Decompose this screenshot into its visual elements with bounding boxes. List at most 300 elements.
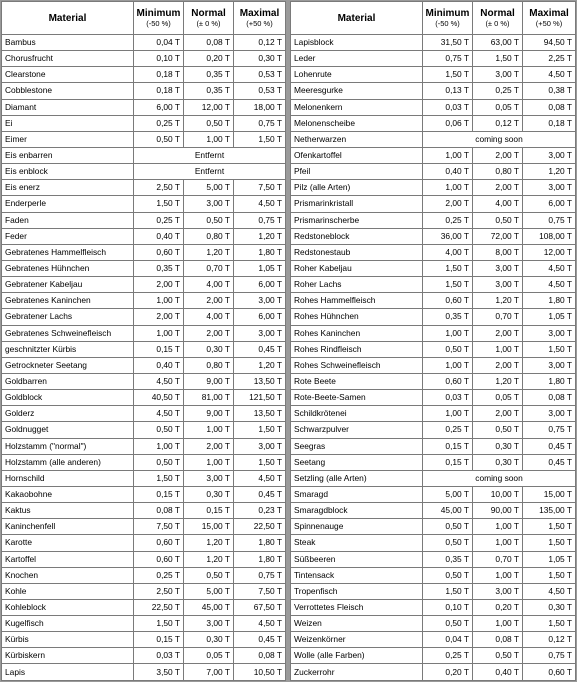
material-name: Goldbarren <box>2 373 134 389</box>
normal-value: 63,00 T <box>473 35 523 51</box>
material-name: Redstoneblock <box>291 228 423 244</box>
min-value: 22,50 T <box>134 599 184 615</box>
material-name: Tintensack <box>291 567 423 583</box>
min-value: 0,60 T <box>423 293 473 309</box>
max-value: 6,00 T <box>523 196 576 212</box>
material-name: Enderperle <box>2 196 134 212</box>
table-row <box>2 648 286 664</box>
max-value: 1,80 T <box>234 244 286 260</box>
table-row <box>291 180 576 196</box>
normal-value: 1,00 T <box>184 131 234 147</box>
min-value: 0,40 T <box>134 357 184 373</box>
table-row <box>2 196 286 212</box>
material-name: Ofenkartoffel <box>291 147 423 163</box>
material-name: Roher Lachs <box>291 277 423 293</box>
table-row <box>291 67 576 83</box>
table-row <box>291 277 576 293</box>
normal-value: 0,50 T <box>473 212 523 228</box>
min-value: 1,50 T <box>134 470 184 486</box>
min-value: 31,50 T <box>423 35 473 51</box>
max-value: 1,50 T <box>234 454 286 470</box>
material-name: Kartoffel <box>2 551 134 567</box>
min-value: 1,50 T <box>423 583 473 599</box>
normal-value: 0,25 T <box>473 83 523 99</box>
material-name: Kaninchenfell <box>2 519 134 535</box>
normal-value: 1,20 T <box>184 244 234 260</box>
material-name: Tropenfisch <box>291 583 423 599</box>
normal-value: 3,00 T <box>184 470 234 486</box>
max-value: 0,12 T <box>523 632 576 648</box>
normal-value: 0,30 T <box>184 341 234 357</box>
table-row <box>291 228 576 244</box>
material-name: Kürbiskern <box>2 648 134 664</box>
header-material: Material <box>2 2 134 35</box>
max-value: 13,50 T <box>234 373 286 389</box>
table-row <box>2 212 286 228</box>
table-row <box>2 438 286 454</box>
max-value: 7,50 T <box>234 180 286 196</box>
material-name: Rote Beete <box>291 373 423 389</box>
material-name: Faden <box>2 212 134 228</box>
min-value: 2,50 T <box>134 180 184 196</box>
normal-value: 3,00 T <box>184 196 234 212</box>
material-name: Gebratenes Hühnchen <box>2 260 134 276</box>
max-value: 15,00 T <box>523 486 576 502</box>
table-row <box>2 486 286 502</box>
min-value: 0,15 T <box>423 438 473 454</box>
min-value: 0,50 T <box>423 519 473 535</box>
table-row <box>291 648 576 664</box>
material-name: Rohes Hammelfleisch <box>291 293 423 309</box>
material-name: Leder <box>291 51 423 67</box>
max-value: 0,60 T <box>523 664 576 681</box>
normal-value: 0,35 T <box>184 67 234 83</box>
table-row <box>2 519 286 535</box>
price-table-right <box>290 1 576 681</box>
min-value: 0,60 T <box>423 373 473 389</box>
normal-value: 3,00 T <box>473 583 523 599</box>
table-row <box>291 438 576 454</box>
max-value: 3,00 T <box>234 438 286 454</box>
min-value: 6,00 T <box>134 99 184 115</box>
material-name: Melonenscheibe <box>291 115 423 131</box>
max-value: 0,75 T <box>523 422 576 438</box>
min-value: 0,50 T <box>423 341 473 357</box>
min-value: 0,25 T <box>134 212 184 228</box>
material-name: Schildkrötenei <box>291 406 423 422</box>
normal-value: 2,00 T <box>473 180 523 196</box>
table-row <box>291 406 576 422</box>
min-value: 0,25 T <box>134 567 184 583</box>
min-value: 0,15 T <box>134 632 184 648</box>
max-value: 94,50 T <box>523 35 576 51</box>
material-name: Prismarinkristall <box>291 196 423 212</box>
material-name: Eis enerz <box>2 180 134 196</box>
min-value: 4,50 T <box>134 373 184 389</box>
header-minimum: Minimum (-50 %) <box>423 2 473 35</box>
table-row <box>2 632 286 648</box>
table-row <box>291 390 576 406</box>
max-value: 121,50 T <box>234 390 286 406</box>
table-row <box>291 664 576 681</box>
max-value: 4,50 T <box>234 470 286 486</box>
table-row <box>291 293 576 309</box>
table-row <box>2 164 286 180</box>
material-name: Cobblestone <box>2 83 134 99</box>
max-value: 18,00 T <box>234 99 286 115</box>
max-value: 7,50 T <box>234 583 286 599</box>
max-value: 1,05 T <box>523 551 576 567</box>
min-value: 0,04 T <box>134 35 184 51</box>
normal-value: 1,20 T <box>473 373 523 389</box>
material-name: Melonenkern <box>291 99 423 115</box>
normal-value: 3,00 T <box>473 260 523 276</box>
material-name: Kakaobohne <box>2 486 134 502</box>
normal-value: 0,08 T <box>184 35 234 51</box>
max-value: 0,08 T <box>523 390 576 406</box>
min-value: 0,50 T <box>134 454 184 470</box>
max-value: 1,20 T <box>234 357 286 373</box>
table-row <box>291 599 576 615</box>
max-value: 3,00 T <box>234 325 286 341</box>
table-row <box>2 228 286 244</box>
table-row <box>291 147 576 163</box>
table-row <box>2 180 286 196</box>
table-row <box>2 341 286 357</box>
max-value: 0,45 T <box>234 486 286 502</box>
table-row <box>2 35 286 51</box>
table-row <box>2 567 286 583</box>
min-value: 1,00 T <box>134 293 184 309</box>
normal-value: 1,00 T <box>184 454 234 470</box>
table-row <box>291 260 576 276</box>
table-row <box>291 212 576 228</box>
material-name: Lapis <box>2 664 134 681</box>
table-row <box>2 422 286 438</box>
material-name: Getrockneter Seetang <box>2 357 134 373</box>
material-name: Smaragd <box>291 486 423 502</box>
material-name: Eis enblock <box>2 164 134 180</box>
header-maximal-sub: (+50 %) <box>246 18 273 28</box>
min-value: 0,10 T <box>423 599 473 615</box>
table-row <box>291 131 576 147</box>
max-value: 1,50 T <box>234 131 286 147</box>
min-value: 1,00 T <box>134 325 184 341</box>
header-maximal: Maximal (+50 %) <box>234 2 286 35</box>
header-normal: Normal (± 0 %) <box>184 2 234 35</box>
min-value: 0,60 T <box>134 244 184 260</box>
material-name: Redstonestaub <box>291 244 423 260</box>
max-value: 0,45 T <box>523 438 576 454</box>
table-row <box>291 486 576 502</box>
normal-value: 0,50 T <box>184 567 234 583</box>
table-row <box>2 51 286 67</box>
max-value: 3,00 T <box>523 325 576 341</box>
normal-value: 1,00 T <box>184 422 234 438</box>
header-minimum-sub: (-50 %) <box>435 18 460 28</box>
max-value: 0,75 T <box>234 567 286 583</box>
material-name: Lohenrute <box>291 67 423 83</box>
min-value: 1,50 T <box>423 277 473 293</box>
normal-value: 10,00 T <box>473 486 523 502</box>
normal-value: 1,00 T <box>473 535 523 551</box>
max-value: 0,75 T <box>523 212 576 228</box>
min-value: 0,08 T <box>134 503 184 519</box>
normal-value: 0,20 T <box>184 51 234 67</box>
normal-value: 0,50 T <box>184 115 234 131</box>
table-row <box>291 35 576 51</box>
price-table-left <box>1 1 286 681</box>
material-name: Rohes Rindfleisch <box>291 341 423 357</box>
max-value: 3,00 T <box>234 293 286 309</box>
material-name: Spinnenauge <box>291 519 423 535</box>
min-value: 0,18 T <box>134 67 184 83</box>
material-name: Pilz (alle Arten) <box>291 180 423 196</box>
max-value: 2,25 T <box>523 51 576 67</box>
material-name: Netherwarzen <box>291 131 423 147</box>
material-name: Lapisblock <box>291 35 423 51</box>
min-value: 40,50 T <box>134 390 184 406</box>
normal-value: 1,20 T <box>184 535 234 551</box>
table-row <box>2 616 286 632</box>
table-row <box>291 454 576 470</box>
material-name: Gebratenes Hammelfleisch <box>2 244 134 260</box>
min-value: 0,20 T <box>423 664 473 681</box>
min-value: 0,06 T <box>423 115 473 131</box>
header-normal: Normal (± 0 %) <box>473 2 523 35</box>
material-name: Kohleblock <box>2 599 134 615</box>
min-value: 4,00 T <box>423 244 473 260</box>
max-value: 4,50 T <box>234 616 286 632</box>
max-value: 1,50 T <box>523 341 576 357</box>
max-value: 0,75 T <box>523 648 576 664</box>
min-value: 0,25 T <box>423 212 473 228</box>
table-row <box>2 244 286 260</box>
table-row <box>2 147 286 163</box>
material-name: Weizenkörner <box>291 632 423 648</box>
normal-value: 0,15 T <box>184 503 234 519</box>
table-row <box>291 51 576 67</box>
normal-value: 2,00 T <box>184 293 234 309</box>
normal-value: 0,50 T <box>473 422 523 438</box>
normal-value: 0,08 T <box>473 632 523 648</box>
max-value: 4,50 T <box>234 196 286 212</box>
material-name: Meeresgurke <box>291 83 423 99</box>
max-value: 4,50 T <box>523 260 576 276</box>
max-value: 0,75 T <box>234 115 286 131</box>
table-row <box>2 309 286 325</box>
min-value: 2,00 T <box>134 277 184 293</box>
max-value: 3,00 T <box>523 180 576 196</box>
material-name: Eimer <box>2 131 134 147</box>
max-value: 1,50 T <box>523 567 576 583</box>
material-name: Knochen <box>2 567 134 583</box>
max-value: 3,00 T <box>523 357 576 373</box>
normal-value: 0,05 T <box>473 99 523 115</box>
min-value: 0,15 T <box>423 454 473 470</box>
min-value: 0,50 T <box>423 535 473 551</box>
material-name: Kürbis <box>2 632 134 648</box>
material-name: Gebratenes Kaninchen <box>2 293 134 309</box>
min-value: 0,10 T <box>134 51 184 67</box>
table-row <box>291 325 576 341</box>
normal-value: 0,70 T <box>473 551 523 567</box>
normal-value: 3,00 T <box>473 277 523 293</box>
normal-value: 4,00 T <box>184 309 234 325</box>
min-value: 5,00 T <box>423 486 473 502</box>
min-value: 0,03 T <box>423 99 473 115</box>
min-value: 1,00 T <box>423 357 473 373</box>
table-row <box>291 373 576 389</box>
min-value: 0,15 T <box>134 486 184 502</box>
min-value: 0,50 T <box>423 616 473 632</box>
table-row <box>291 357 576 373</box>
material-name: Feder <box>2 228 134 244</box>
table-row <box>291 535 576 551</box>
table-row <box>291 164 576 180</box>
table-row <box>2 67 286 83</box>
normal-value: 2,00 T <box>473 357 523 373</box>
table-row <box>2 664 286 681</box>
table-row <box>291 309 576 325</box>
min-value: 0,13 T <box>423 83 473 99</box>
normal-value: 72,00 T <box>473 228 523 244</box>
material-name: Steak <box>291 535 423 551</box>
table-row <box>291 341 576 357</box>
table-row <box>2 131 286 147</box>
material-name: Rote-Beete-Samen <box>291 390 423 406</box>
max-value: 4,50 T <box>523 583 576 599</box>
min-value: 0,35 T <box>423 309 473 325</box>
status-note: coming soon <box>423 131 576 147</box>
normal-value: 0,80 T <box>184 357 234 373</box>
min-value: 0,35 T <box>134 260 184 276</box>
normal-value: 0,70 T <box>473 309 523 325</box>
max-value: 0,53 T <box>234 83 286 99</box>
min-value: 2,00 T <box>423 196 473 212</box>
material-name: Gebratener Kabeljau <box>2 277 134 293</box>
table-row <box>2 599 286 615</box>
max-value: 135,00 T <box>523 503 576 519</box>
max-value: 13,50 T <box>234 406 286 422</box>
min-value: 0,50 T <box>134 131 184 147</box>
max-value: 1,05 T <box>523 309 576 325</box>
min-value: 2,00 T <box>134 309 184 325</box>
min-value: 0,03 T <box>423 390 473 406</box>
max-value: 0,18 T <box>523 115 576 131</box>
table-row <box>291 115 576 131</box>
normal-value: 0,50 T <box>473 648 523 664</box>
max-value: 1,80 T <box>234 535 286 551</box>
normal-value: 0,50 T <box>184 212 234 228</box>
material-name: Zuckerrohr <box>291 664 423 681</box>
table-row <box>2 99 286 115</box>
header-row <box>2 2 286 35</box>
material-name: Goldnugget <box>2 422 134 438</box>
material-name: Ei <box>2 115 134 131</box>
header-normal-sub: (± 0 %) <box>485 18 510 28</box>
normal-value: 1,20 T <box>473 293 523 309</box>
status-note: Entfernt <box>134 164 286 180</box>
min-value: 1,50 T <box>423 260 473 276</box>
min-value: 4,50 T <box>134 406 184 422</box>
material-name: Rohes Schweinefleisch <box>291 357 423 373</box>
material-name: Roher Kabeljau <box>291 260 423 276</box>
table-row <box>2 535 286 551</box>
min-value: 1,50 T <box>134 616 184 632</box>
normal-value: 0,05 T <box>473 390 523 406</box>
table-row <box>291 422 576 438</box>
material-name: Kohle <box>2 583 134 599</box>
min-value: 1,00 T <box>423 180 473 196</box>
table-row <box>2 277 286 293</box>
material-name: Rohes Hühnchen <box>291 309 423 325</box>
min-value: 0,50 T <box>423 567 473 583</box>
normal-value: 0,12 T <box>473 115 523 131</box>
material-name: Verrottetes Fleisch <box>291 599 423 615</box>
min-value: 0,25 T <box>134 115 184 131</box>
normal-value: 81,00 T <box>184 390 234 406</box>
max-value: 10,50 T <box>234 664 286 681</box>
max-value: 0,38 T <box>523 83 576 99</box>
max-value: 6,00 T <box>234 277 286 293</box>
header-maximal: Maximal (+50 %) <box>523 2 576 35</box>
normal-value: 2,00 T <box>473 325 523 341</box>
normal-value: 0,35 T <box>184 83 234 99</box>
header-normal-sub: (± 0 %) <box>196 18 221 28</box>
max-value: 6,00 T <box>234 309 286 325</box>
max-value: 1,80 T <box>234 551 286 567</box>
normal-value: 0,30 T <box>184 632 234 648</box>
normal-value: 9,00 T <box>184 406 234 422</box>
normal-value: 0,70 T <box>184 260 234 276</box>
max-value: 1,20 T <box>234 228 286 244</box>
table-row <box>2 406 286 422</box>
min-value: 1,50 T <box>423 67 473 83</box>
min-value: 0,18 T <box>134 83 184 99</box>
normal-value: 0,05 T <box>184 648 234 664</box>
normal-value: 3,00 T <box>184 616 234 632</box>
normal-value: 0,80 T <box>184 228 234 244</box>
table-row <box>2 454 286 470</box>
material-name: Weizen <box>291 616 423 632</box>
normal-value: 8,00 T <box>473 244 523 260</box>
max-value: 0,23 T <box>234 503 286 519</box>
normal-value: 2,00 T <box>184 325 234 341</box>
material-name: Gebratener Lachs <box>2 309 134 325</box>
header-material: Material <box>291 2 423 35</box>
normal-value: 0,20 T <box>473 599 523 615</box>
max-value: 0,75 T <box>234 212 286 228</box>
table-row <box>2 390 286 406</box>
normal-value: 12,00 T <box>184 99 234 115</box>
max-value: 67,50 T <box>234 599 286 615</box>
normal-value: 1,00 T <box>473 567 523 583</box>
material-name: Bambus <box>2 35 134 51</box>
material-name: Chorusfrucht <box>2 51 134 67</box>
normal-value: 0,30 T <box>473 438 523 454</box>
material-name: Schwarzpulver <box>291 422 423 438</box>
material-name: Süßbeeren <box>291 551 423 567</box>
normal-value: 90,00 T <box>473 503 523 519</box>
table-row <box>291 196 576 212</box>
min-value: 36,00 T <box>423 228 473 244</box>
material-name: Golderz <box>2 406 134 422</box>
table-row <box>2 551 286 567</box>
min-value: 0,50 T <box>134 422 184 438</box>
table-row <box>291 616 576 632</box>
normal-value: 1,00 T <box>473 519 523 535</box>
